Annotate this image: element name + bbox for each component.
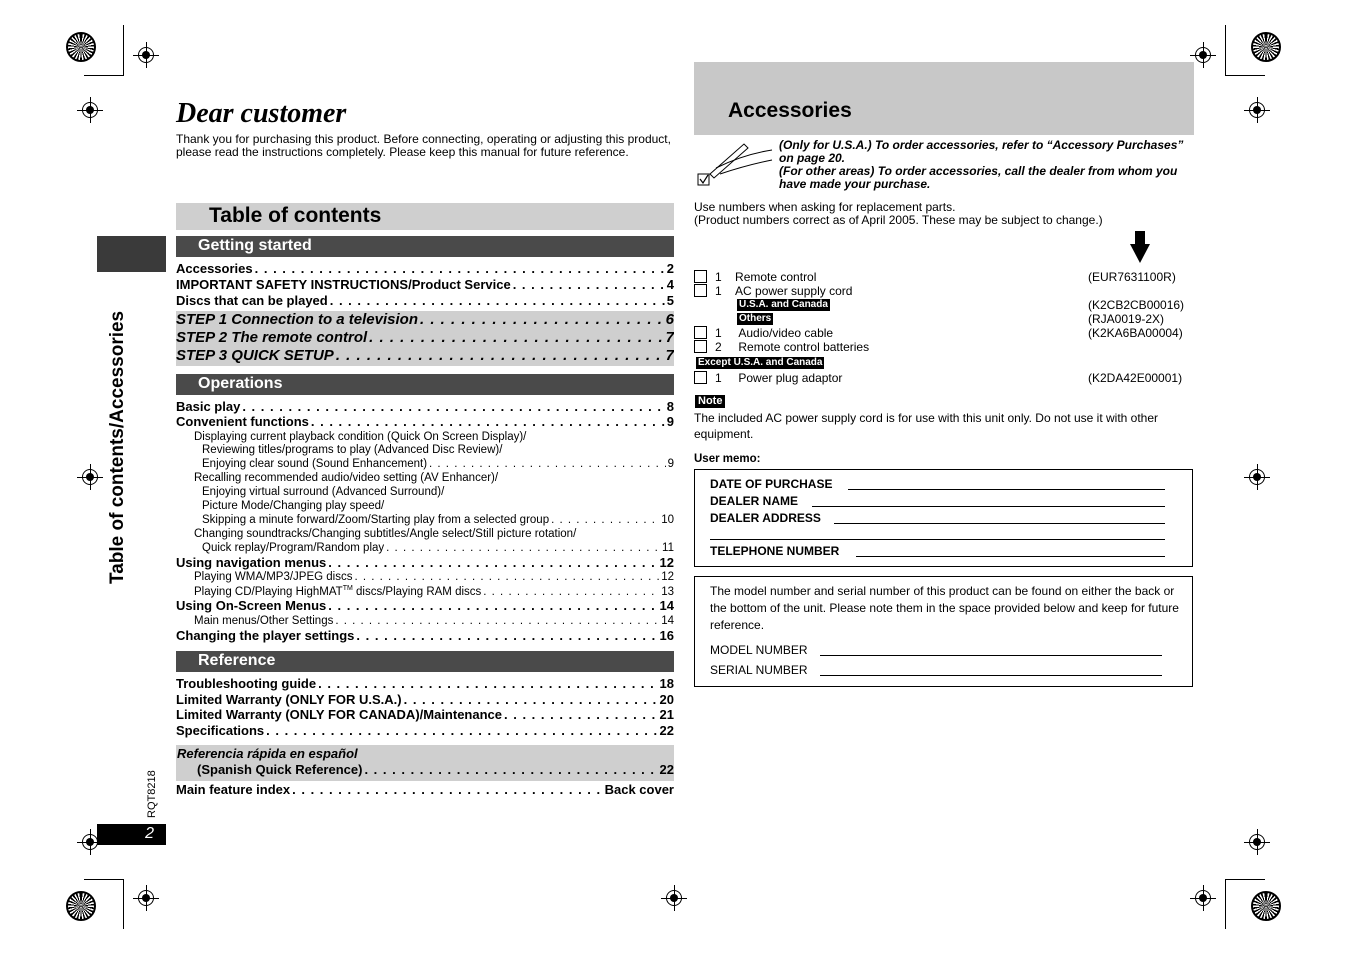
crosshair-mark-icon: [1249, 102, 1265, 118]
accessory-item[interactable]: 1 Remote control: [694, 270, 816, 284]
sidebar-tab-block: [97, 236, 166, 272]
toc-entry[interactable]: IMPORTANT SAFETY INSTRUCTIONS/Product Service . . . 4: [176, 277, 674, 292]
part-code: (EUR7631100R): [1088, 270, 1176, 284]
toc-entry[interactable]: Changing the player settings . . . 16: [176, 628, 674, 643]
toc-heading: Table of contents: [176, 203, 674, 230]
toc-entry[interactable]: Main feature index . . . Back cover: [176, 782, 674, 797]
registration-target-icon: [66, 32, 96, 62]
toc-subentry[interactable]: Recalling recommended audio/video setting (AV Enhancer)/: [194, 472, 499, 484]
toc-entry[interactable]: Troubleshooting guide . . . 18: [176, 676, 674, 691]
telephone-number-line[interactable]: [856, 556, 1165, 557]
checkbox[interactable]: [694, 270, 707, 283]
toc-entry[interactable]: Limited Warranty (ONLY FOR U.S.A.) . . . 20: [176, 692, 674, 707]
page-number-box: [97, 824, 166, 845]
dealer-name-line[interactable]: [812, 506, 1165, 507]
crosshair-mark-icon: [82, 102, 98, 118]
part-code: (K2CB2CB00016): [1088, 298, 1185, 312]
toc-entry-step[interactable]: STEP 1 Connection to a television . . . 6: [176, 311, 674, 328]
toc-entry[interactable]: Limited Warranty (ONLY FOR CANADA)/Maintenance . . . 21: [176, 707, 674, 722]
dealer-address-line[interactable]: [834, 523, 1165, 524]
user-memo-label: User memo:: [694, 453, 761, 465]
region-tag: Others: [739, 313, 772, 324]
order-text: (Only for U.S.A.) To order accessories, refer to “Accessory Purchases” on page 20. (For other areas) To order accessories, call the dealer from whom you have made your purchase.: [779, 138, 1184, 191]
toc-subentry[interactable]: Quick replay/Program/Random play . . . 11: [202, 542, 674, 554]
toc-entry[interactable]: (Spanish Quick Reference) . . . 22: [197, 762, 674, 777]
toc-entry[interactable]: Basic play . . . 8: [176, 399, 674, 414]
crop-line: [1225, 25, 1226, 75]
checkbox[interactable]: [694, 371, 707, 384]
model-number-label: MODEL NUMBER: [710, 643, 808, 657]
toc-subentry[interactable]: Displaying current playback condition (Quick On Screen Display)/: [194, 431, 527, 443]
page-title: Dear customer: [176, 98, 347, 129]
accessories-heading: Accessories: [694, 62, 1194, 135]
accessory-item[interactable]: 1 Audio/video cable: [694, 326, 833, 340]
intro-text: Thank you for purchasing this product. Before connecting, operating or adjusting this product, please read the instructions completely. Please keep this manual for future reference.: [176, 132, 671, 159]
region-tag: Except U.S.A. and Canada: [698, 357, 823, 368]
toc-entry-step[interactable]: STEP 2 The remote control . . . 7: [176, 329, 674, 346]
registration-target-icon: [66, 891, 96, 921]
crosshair-mark-icon: [138, 890, 154, 906]
toc-entry[interactable]: Specifications . . . 22: [176, 723, 674, 738]
crosshair-mark-icon: [82, 834, 98, 850]
toc-subentry[interactable]: Main menus/Other Settings . . . 14: [194, 615, 674, 627]
crosshair-mark-icon: [1195, 890, 1211, 906]
crosshair-mark-icon: [1249, 469, 1265, 485]
toc-subentry[interactable]: Playing WMA/MP3/JPEG discs . . . 12: [194, 571, 674, 583]
model-serial-text: The model number and serial number of this product can be found on either the back or the bottom of the unit. Please note them in the space provided below and keep for future reference.: [710, 584, 1179, 632]
note-text: The included AC power supply cord is for use with this unit only. Do not use it with other equipment.: [694, 411, 1159, 441]
model-number-line[interactable]: [820, 655, 1162, 656]
date-of-purchase-line[interactable]: [848, 489, 1165, 490]
memo-field-label: TELEPHONE NUMBER: [710, 544, 840, 558]
note-label: Note: [695, 395, 725, 408]
dealer-address-line-2[interactable]: [710, 539, 1165, 540]
part-code: (RJA0019-2X): [1088, 312, 1165, 326]
toc-entry[interactable]: Using On-Screen Menus . . . 14: [176, 598, 674, 613]
checkbox[interactable]: [694, 340, 707, 353]
section-getting-started: Getting started: [176, 236, 674, 257]
crop-line: [84, 879, 124, 880]
crosshair-mark-icon: [82, 469, 98, 485]
toc-subentry[interactable]: Enjoying virtual surround (Advanced Surround)/: [202, 486, 445, 498]
toc-subentry[interactable]: Changing soundtracks/Changing subtitles/Angle select/Still picture rotation/: [194, 528, 577, 540]
toc-entry[interactable]: Accessories . . . 2: [176, 261, 674, 276]
toc-entry[interactable]: Convenient functions . . . 9: [176, 414, 674, 429]
spanish-title[interactable]: Referencia rápida en español: [177, 746, 358, 761]
crosshair-mark-icon: [1249, 834, 1265, 850]
toc-subentry[interactable]: Reviewing titles/programs to play (Advanced Disc Review)/: [202, 444, 503, 456]
serial-number-line[interactable]: [820, 675, 1162, 676]
part-code: (K2DA42E00001): [1088, 371, 1183, 385]
toc-subentry[interactable]: Enjoying clear sound (Sound Enhancement) . . . 9: [202, 458, 674, 470]
page-number: 2: [145, 825, 154, 842]
section-operations: Operations: [176, 374, 674, 395]
crop-line: [1225, 879, 1265, 880]
section-reference: Reference: [176, 651, 674, 672]
doc-code: RQT8218: [146, 770, 158, 818]
pen-checklist-icon: [696, 138, 776, 188]
checkbox[interactable]: [694, 326, 707, 339]
accessory-item[interactable]: 1 Power plug adaptor: [694, 371, 842, 385]
replacement-parts-text: Use numbers when asking for replacement parts. (Product numbers correct as of April 2005. These may be subject to change.): [694, 200, 1103, 227]
serial-number-label: SERIAL NUMBER: [710, 663, 808, 677]
crosshair-mark-icon: [1195, 47, 1211, 63]
crop-line: [1225, 75, 1265, 76]
side-title: Table of contents/Accessories: [107, 310, 128, 584]
region-tag: U.S.A. and Canada: [739, 299, 828, 310]
toc-subentry[interactable]: Skipping a minute forward/Zoom/Starting play from a selected group . . . 10: [202, 514, 674, 526]
crosshair-mark-icon: [666, 890, 682, 906]
memo-field-label: DEALER ADDRESS: [710, 511, 821, 525]
crop-line: [1225, 879, 1226, 929]
part-code: (K2KA6BA00004): [1088, 326, 1183, 340]
memo-field-label: DEALER NAME: [710, 494, 799, 508]
accessory-item[interactable]: 1 AC power supply cord: [694, 284, 852, 298]
toc-entry[interactable]: Using navigation menus . . . 12: [176, 555, 674, 570]
crop-line: [123, 25, 124, 75]
accessory-item[interactable]: 2 Remote control batteries: [694, 340, 869, 354]
toc-subentry[interactable]: Picture Mode/Changing play speed/: [202, 500, 385, 512]
toc-subentry[interactable]: Playing CD/Playing HighMAT™ discs/Playing RAM discs . . . 13: [194, 585, 674, 598]
checkbox[interactable]: [694, 284, 707, 297]
memo-field-label: DATE OF PURCHASE: [710, 477, 833, 491]
crosshair-mark-icon: [138, 47, 154, 63]
registration-target-icon: [1251, 891, 1281, 921]
toc-entry[interactable]: Discs that can be played . . . 5: [176, 293, 674, 308]
crop-line: [84, 75, 124, 76]
registration-target-icon: [1251, 32, 1281, 62]
toc-entry-step[interactable]: STEP 3 QUICK SETUP . . . 7: [176, 347, 674, 364]
crop-line: [123, 879, 124, 929]
